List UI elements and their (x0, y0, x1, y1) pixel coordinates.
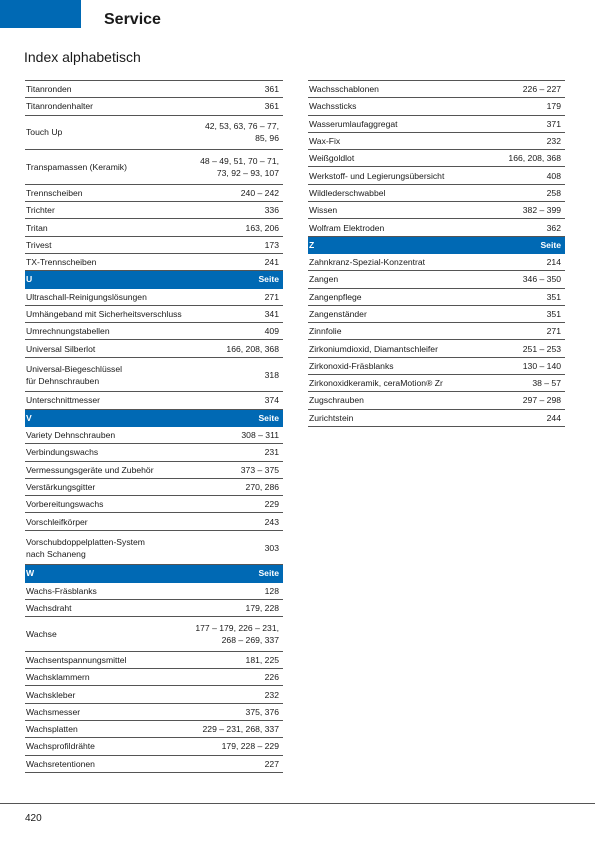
index-term: Wachskleber (26, 689, 76, 700)
index-pages: 179, 228 (245, 603, 279, 614)
index-entry-row (308, 98, 565, 115)
index-entry-row (308, 202, 565, 219)
page-title: Index alphabetisch (24, 49, 141, 65)
index-pages: 336 (264, 205, 279, 216)
index-entry-row (308, 81, 565, 98)
index-letter: W (26, 568, 35, 579)
index-term: Wachsmesser (26, 706, 81, 717)
index-column-left (25, 80, 283, 773)
index-entry-row (25, 289, 283, 306)
page-column-label: Seite (258, 412, 279, 423)
index-entry-row (25, 237, 283, 254)
index-pages: 214 (546, 257, 561, 268)
index-pages: 42, 53, 63, 76 – 77, 85, 96 (204, 121, 279, 144)
footer-divider (0, 803, 595, 804)
index-term: Weißgoldlot (309, 153, 355, 164)
index-pages: 375, 376 (245, 706, 279, 717)
index-term: Zurichtstein (309, 412, 354, 423)
index-pages: 229 – 231, 268, 337 (202, 724, 279, 735)
index-entry-row (25, 479, 283, 496)
index-pages: 128 (264, 585, 279, 596)
index-entry-row (308, 375, 565, 392)
index-entry-row (25, 600, 283, 617)
index-term: Verstärkungsgitter (26, 481, 96, 492)
index-pages: 270, 286 (245, 481, 279, 492)
index-entry-row (25, 738, 283, 755)
section-title: Service (104, 11, 161, 28)
index-pages: 258 (546, 187, 561, 198)
index-term: Zangenständer (309, 309, 367, 319)
index-column-right (308, 80, 565, 427)
index-pages: 271 (264, 291, 279, 302)
index-pages: 181, 225 (245, 654, 279, 665)
index-pages: 166, 208, 368 (226, 343, 279, 354)
page-column-label: Seite (258, 274, 279, 285)
index-term: Wasserumlaufaggregat (309, 118, 398, 129)
index-pages: 130 – 140 (522, 360, 561, 371)
index-entry-row (25, 652, 283, 669)
index-term: Wissen (309, 205, 338, 216)
index-entry-row (308, 150, 565, 167)
index-entry-row (25, 444, 283, 461)
index-term: Zirkonoxid-Fräsblanks (309, 360, 394, 371)
index-pages: 241 (264, 257, 279, 268)
index-entry-row (25, 202, 283, 219)
index-pages: 374 (264, 395, 279, 406)
index-pages: 308 – 311 (241, 430, 279, 441)
index-pages: 244 (546, 412, 561, 423)
index-term: Titanronden (26, 84, 72, 95)
index-term: Wildlederschwabbel (309, 187, 386, 198)
index-term: Wachsentspannungsmittel (26, 654, 127, 665)
index-entry-row (308, 340, 565, 357)
index-term: Trivest (26, 239, 52, 250)
index-letter-header (308, 237, 565, 254)
index-entry-row (25, 81, 283, 98)
index-entry-row (25, 306, 283, 323)
page-column-label: Seite (258, 568, 279, 579)
index-pages: 229 (264, 499, 279, 510)
index-entry-row (25, 704, 283, 721)
index-term: Zugschrauben (309, 395, 364, 406)
index-term: Zirkonoxidkeramik, ceraMotion® Zr (309, 378, 443, 389)
index-pages: 351 (546, 291, 561, 302)
index-entry-row (25, 185, 283, 202)
index-entry-row (25, 669, 283, 686)
index-term: Vermessungsgeräte und Zubehör (26, 464, 154, 475)
index-letter: U (26, 274, 33, 285)
index-term: Transpamassen (Keramik) (26, 161, 127, 172)
index-term: Umrechnungstabellen (26, 326, 110, 337)
index-entry-row (25, 219, 283, 236)
index-entry-row (25, 513, 283, 530)
index-term: Vorbereitungswachs (26, 499, 104, 510)
index-term: Vorschubdoppelplatten-System nach Schaneng (26, 536, 145, 559)
index-pages: 226 (264, 672, 279, 683)
index-entry-row (308, 116, 565, 133)
index-term: Wachsprofildrähte (26, 741, 95, 752)
index-term: Zinnfolie (309, 326, 342, 337)
index-pages: 232 (546, 136, 561, 147)
page-number: 420 (25, 813, 42, 824)
index-entry-row (25, 496, 283, 513)
index-pages: 362 (546, 222, 561, 233)
index-pages: 179, 228 – 229 (221, 741, 279, 752)
index-entry-row (308, 185, 565, 202)
index-pages: 382 – 399 (522, 205, 561, 216)
index-pages: 318 (264, 369, 279, 380)
index-entry-row (308, 254, 565, 271)
header-accent-tab (0, 0, 81, 28)
index-term: Wachsplatten (26, 724, 78, 735)
index-term: Unterschnittmesser (26, 395, 101, 406)
index-term: Wachs-Fräsblanks (26, 585, 97, 596)
index-entry-row (25, 254, 283, 271)
index-pages: 251 – 253 (522, 343, 561, 354)
index-term: Trennscheiben (26, 187, 83, 198)
index-entry-row (308, 219, 565, 236)
index-entry-row (308, 306, 565, 323)
index-term: Titanrondenhalter (26, 101, 94, 112)
index-entry-row (308, 410, 565, 427)
index-pages: 373 – 375 (240, 464, 279, 475)
index-entry-row (25, 617, 283, 652)
index-entry-row (25, 150, 283, 185)
index-term: Wachsschablonen (309, 84, 379, 95)
index-entry-row (308, 289, 565, 306)
index-pages: 166, 208, 368 (508, 153, 561, 164)
index-pages: 179 (546, 101, 561, 112)
index-pages: 48 – 49, 51, 70 – 71, 73, 92 – 93, 107 (200, 155, 279, 178)
index-pages: 351 (546, 309, 561, 319)
index-entry-row (25, 358, 283, 393)
index-term: Tritan (26, 222, 48, 233)
index-pages: 243 (264, 516, 279, 527)
index-entry-row (308, 358, 565, 375)
index-term: Trichter (26, 205, 55, 216)
index-pages: 341 (264, 309, 279, 319)
index-pages: 346 – 350 (522, 274, 561, 285)
index-term: Zangen (309, 274, 339, 285)
index-term: TX-Trennscheiben (26, 257, 97, 268)
index-pages: 408 (546, 170, 561, 181)
index-term: Verbindungswachs (26, 447, 99, 458)
index-letter-header (25, 565, 283, 582)
index-pages: 38 – 57 (532, 378, 561, 389)
index-term: Zangenpflege (309, 291, 362, 302)
index-term: Wolfram Elektroden (309, 222, 385, 233)
index-term: Touch Up (26, 127, 63, 138)
index-entry-row (308, 392, 565, 409)
index-entry-row (25, 116, 283, 151)
index-entry-row (25, 340, 283, 357)
index-entry-row (25, 323, 283, 340)
index-entry-row (25, 462, 283, 479)
index-pages: 371 (546, 118, 561, 129)
index-pages: 163, 206 (245, 222, 279, 233)
index-entry-row (25, 756, 283, 773)
index-pages: 409 (264, 326, 279, 337)
index-pages: 297 – 298 (522, 395, 561, 406)
index-pages: 231 (264, 447, 279, 458)
index-pages: 173 (264, 239, 279, 250)
index-term: Variety Dehnschrauben (26, 430, 116, 441)
index-pages: 271 (546, 326, 561, 337)
index-entry-row (25, 392, 283, 409)
index-entry-row (308, 133, 565, 150)
index-entry-row (308, 271, 565, 288)
index-entry-row (25, 427, 283, 444)
index-entry-row (308, 167, 565, 184)
index-pages: 232 (264, 689, 279, 700)
index-term: Umhängeband mit Sicherheitsverschluss (26, 309, 182, 319)
index-term: Wax-Fix (309, 136, 341, 147)
index-pages: 227 (264, 758, 279, 769)
index-term: Zirkoniumdioxid, Diamantschleifer (309, 343, 438, 354)
index-pages: 361 (264, 84, 279, 95)
index-pages: 177 – 179, 226 – 231, 268 – 269, 337 (195, 623, 279, 645)
index-pages: 226 – 227 (522, 84, 561, 95)
index-term: Universal-Biegeschlüssel für Dehnschrauben (26, 363, 123, 386)
index-letter: Z (309, 239, 315, 250)
index-entry-row (25, 686, 283, 703)
index-term: Universal Silberlot (26, 343, 96, 354)
index-letter-header (25, 271, 283, 288)
index-term: Vorschleifkörper (26, 516, 88, 527)
index-term: Zahnkranz-Spezial-Konzentrat (309, 257, 426, 268)
index-term: Wachsdraht (26, 603, 72, 614)
index-entry-row (25, 721, 283, 738)
index-pages: 240 – 242 (240, 187, 279, 198)
index-letter: V (26, 412, 32, 423)
index-term: Wachse (26, 629, 57, 639)
index-entry-row (25, 98, 283, 115)
index-entry-row (308, 323, 565, 340)
page-column-label: Seite (540, 239, 561, 250)
index-term: Wachsretentionen (26, 758, 95, 769)
index-term: Ultraschall-Reinigungslösungen (26, 291, 147, 302)
index-term: Wachssticks (309, 101, 357, 112)
index-term: Werkstoff- und Legierungsübersicht (309, 170, 445, 181)
index-pages: 303 (264, 542, 279, 553)
index-entry-row (25, 531, 283, 566)
index-entry-row (25, 583, 283, 600)
index-letter-header (25, 410, 283, 427)
index-pages: 361 (264, 101, 279, 112)
index-term: Wachsklammern (26, 672, 90, 683)
